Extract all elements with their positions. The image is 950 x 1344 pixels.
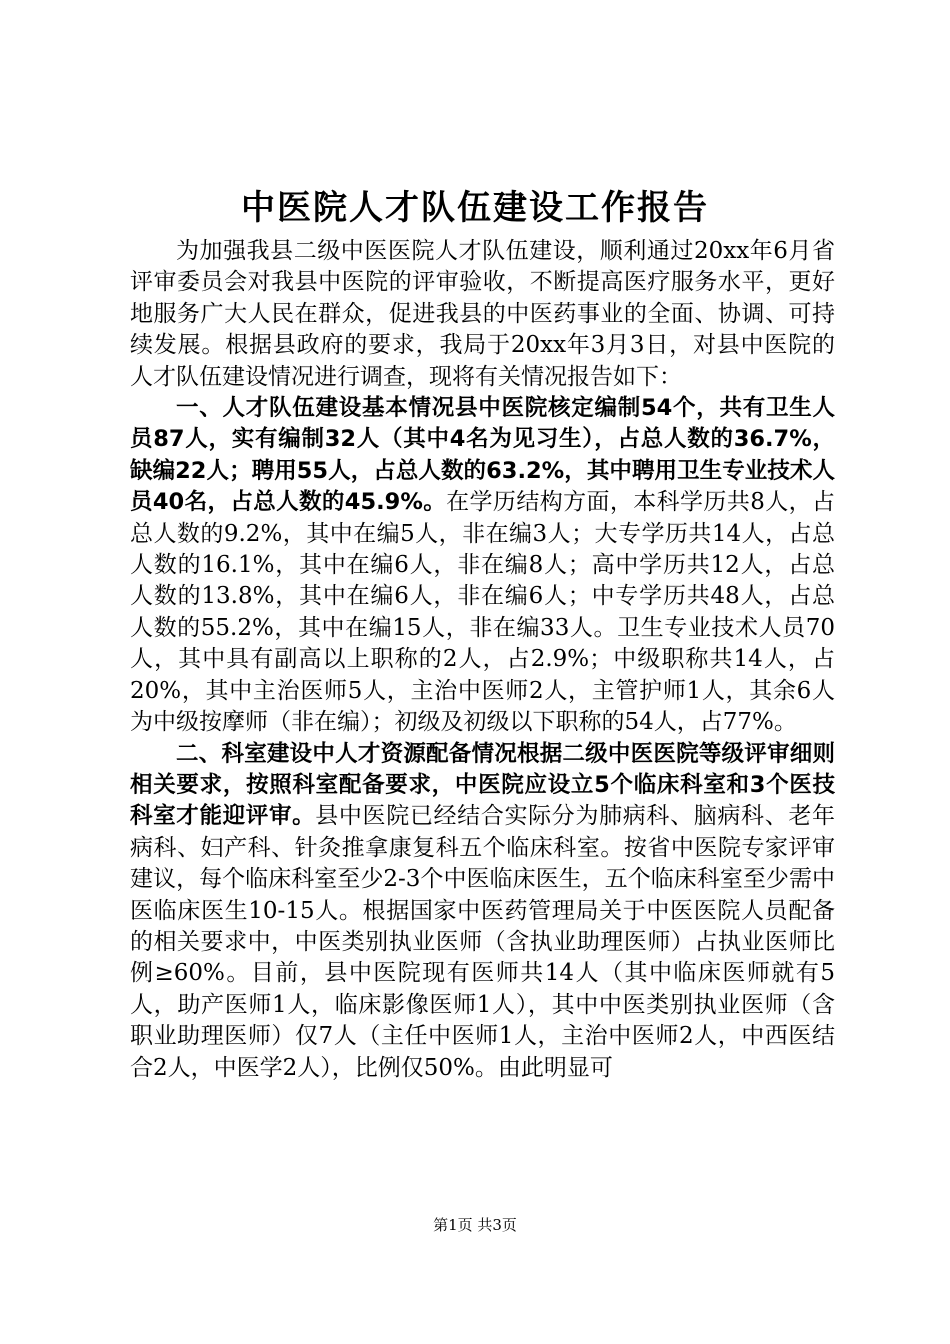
page-footer: 第1页 共3页 <box>433 1216 517 1234</box>
section-1-text: 在学历结构方面，本科学历共8人，占总人数的9.2%，其中在编5人，非在编3人；大专学历共14人，占总人数的16.1%，其中在编6人，非在编8人；高中学历共12人，占总人数的13.8%，其中在编6人，非在编6人；中专学历共48人，占总人数的55.2%，其中在编15人，非在编33人。卫生专业技术人员70人，其中具有副高以上职称的2人，占2.9%；中级职称共14人，占20%，其中主治医师5人，主治中医师2人，主管护师1人，其余6人为中级按摩师（非在编）；初级及初级以下职称的54人，占77%。 <box>130 489 836 736</box>
paragraph-section-1 <box>130 393 835 738</box>
paragraph-section-2 <box>130 739 835 1084</box>
document-body <box>130 236 835 1084</box>
section-1-heading: 一、人才队伍建设基本情况县中医院核定编制54个，共有卫生人员87人，实有编制32人（其中4名为见习生），占总人数的36.7%，缺编22人；聘用55人，占总人数的63.2%，其中聘用卫生专业技术人员40名，占总人数的45.9%。 <box>130 395 835 516</box>
paragraph-intro <box>130 236 835 393</box>
paragraph-intro-text: 为加强我县二级中医医院人才队伍建设，顺利通过20xx年6月省评审委员会对我县中医院的评审验收，不断提高医疗服务水平，更好地服务广大人民在群众，促进我县的中医药事业的全面、协调、可持续发展。根据县政府的要求，我局于20xx年3月3日，对县中医院的人才队伍建设情况进行调查，现将有关情况报告如下： <box>130 238 835 390</box>
section-2-heading: 二、科室建设中人才资源配备情况根据二级中医医院等级评审细则相关要求，按照科室配备要求，中医院应设立5个临床科室和3个医技科室才能迎评审。 <box>130 740 835 830</box>
section-2-text: 县中医院已经结合实际分为肺病科、脑病科、老年病科、妇产科、针灸推拿康复科五个临床科室。按省中医院专家评审建议，每个临床科室至少2-3个中医临床医生，五个临床科室至少需中医临床医生10-15人。根据国家中医药管理局关于中医医院人员配备的相关要求中，中医类别执业医师（含执业助理医师）占执业医师比例≥60%。目前，县中医院现有医师共14人（其中临床医师就有5人，助产医师1人，临床影像医师1人），其中中医类别执业医师（含职业助理医师）仅7人（主任中医师1人，主治中医师2人，中西医结合2人，中医学2人），比例仅50%。由此明显可 <box>130 803 835 1081</box>
document-title: 中医院人才队伍建设工作报告 <box>241 188 709 228</box>
